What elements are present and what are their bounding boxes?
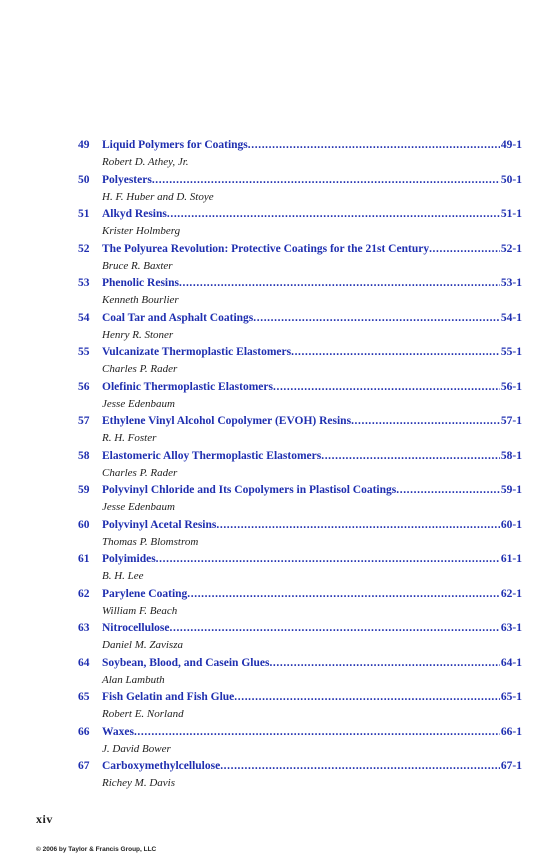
toc-entry: [78, 517, 522, 552]
chapter-number: 63: [78, 622, 90, 634]
toc-entry-link[interactable]: [78, 379, 522, 396]
chapter-title[interactable]: Vulcanizate Thermoplastic Elastomers: [102, 346, 292, 358]
toc-entry-link[interactable]: [78, 655, 522, 672]
toc-entry-link[interactable]: [78, 344, 522, 361]
toc-entry: [78, 206, 522, 241]
dot-leader: [179, 275, 500, 292]
dot-leader: [291, 344, 500, 361]
chapter-author: Kenneth Bourlier: [102, 294, 179, 306]
dot-leader: [248, 137, 500, 154]
toc-entry: [78, 482, 522, 517]
chapter-title[interactable]: Liquid Polymers for Coatings: [102, 139, 248, 151]
chapter-number: 67: [78, 760, 90, 772]
toc-entry-link[interactable]: [78, 551, 522, 568]
toc-entry: [78, 586, 522, 621]
toc-entry: [78, 413, 522, 448]
chapter-title[interactable]: Waxes: [102, 725, 134, 738]
page-folio: xiv: [36, 812, 53, 826]
toc-entry: [78, 448, 522, 483]
chapter-author: Charles P. Rader: [102, 363, 178, 375]
chapter-number: 51: [78, 208, 90, 220]
toc-entry-link[interactable]: [78, 689, 522, 706]
chapter-author: Thomas P. Blomstrom: [102, 535, 199, 548]
chapter-number: 55: [78, 346, 90, 358]
chapter-page-number[interactable]: 63-1: [500, 622, 522, 634]
toc-entry: [78, 344, 522, 379]
dot-leader: [234, 689, 500, 706]
table-of-contents: [78, 137, 522, 793]
toc-entry-link[interactable]: [78, 413, 522, 430]
toc-entry-link[interactable]: [78, 310, 522, 327]
chapter-number: 50: [78, 173, 90, 186]
dot-leader: [273, 379, 500, 396]
chapter-page-number[interactable]: 50-1: [500, 173, 522, 186]
toc-entry: [78, 620, 522, 655]
chapter-page-number[interactable]: 54-1: [500, 311, 522, 324]
dot-leader: [156, 551, 500, 568]
chapter-number: 61: [78, 553, 90, 565]
chapter-page-number[interactable]: 67-1: [500, 760, 522, 772]
chapter-title[interactable]: The Polyurea Revolution: Protective Coatings for the 21st Century: [102, 242, 430, 255]
toc-entry: [78, 275, 522, 310]
chapter-author: Henry R. Stoner: [102, 328, 174, 341]
chapter-number: 58: [78, 449, 90, 462]
chapter-author: Robert E. Norland: [102, 708, 184, 720]
chapter-author: Krister Holmberg: [102, 225, 181, 237]
toc-entry-link[interactable]: [78, 517, 522, 534]
chapter-number: 60: [78, 518, 90, 531]
chapter-number: 54: [78, 311, 90, 324]
toc-entry: [78, 310, 522, 345]
dot-leader: [269, 655, 499, 672]
chapter-page-number[interactable]: 49-1: [500, 139, 522, 151]
chapter-title[interactable]: Soybean, Blood, and Casein Glues: [102, 656, 270, 669]
chapter-title[interactable]: Ethylene Vinyl Alcohol Copolymer (EVOH) Resins: [102, 415, 352, 427]
toc-entry-link[interactable]: [78, 586, 522, 603]
copyright-notice: © 2006 by Taylor & Francis Group, LLC: [36, 846, 157, 853]
chapter-author: Jesse Edenbaum: [102, 501, 176, 513]
chapter-title[interactable]: Phenolic Resins: [102, 277, 179, 289]
dot-leader: [170, 620, 500, 637]
chapter-page-number[interactable]: 66-1: [500, 725, 522, 738]
toc-entry-link[interactable]: [78, 448, 522, 465]
chapter-page-number[interactable]: 55-1: [500, 346, 522, 358]
chapter-page-number[interactable]: 60-1: [500, 518, 522, 531]
toc-entry-link[interactable]: [78, 137, 522, 154]
chapter-page-number[interactable]: 62-1: [500, 587, 522, 600]
toc-entry: [78, 172, 522, 207]
toc-entry-link[interactable]: [78, 724, 522, 741]
chapter-author: Richey M. Davis: [102, 777, 175, 789]
toc-entry: [78, 724, 522, 759]
chapter-number: 53: [78, 277, 90, 289]
chapter-title[interactable]: Fish Gelatin and Fish Glue: [102, 691, 235, 703]
dot-leader: [187, 586, 500, 603]
toc-entry: [78, 379, 522, 414]
chapter-title[interactable]: Olefinic Thermoplastic Elastomers: [102, 380, 273, 393]
chapter-number: 62: [78, 587, 90, 600]
dot-leader: [167, 206, 500, 223]
chapter-page-number[interactable]: 52-1: [500, 242, 522, 255]
chapter-page-number[interactable]: 64-1: [500, 656, 522, 669]
chapter-page-number[interactable]: 56-1: [500, 380, 522, 393]
toc-entry-link[interactable]: [78, 206, 522, 223]
chapter-author: William F. Beach: [102, 604, 178, 617]
toc-entry: [78, 689, 522, 724]
dot-leader: [321, 448, 500, 465]
chapter-page-number[interactable]: 59-1: [500, 484, 522, 496]
chapter-number: 49: [78, 139, 90, 151]
dot-leader: [134, 724, 500, 741]
chapter-number: 59: [78, 484, 90, 496]
chapter-author: J. David Bower: [102, 742, 171, 755]
chapter-page-number[interactable]: 65-1: [500, 691, 522, 703]
dot-leader: [220, 758, 500, 775]
chapter-author: Daniel M. Zavisza: [102, 639, 183, 651]
chapter-author: Robert D. Athey, Jr.: [102, 156, 189, 168]
chapter-title[interactable]: Polyesters: [102, 173, 152, 186]
chapter-number: 64: [78, 656, 90, 669]
chapter-number: 57: [78, 415, 90, 427]
chapter-author: Alan Lambuth: [102, 673, 165, 686]
chapter-author: R. H. Foster: [102, 432, 157, 444]
chapter-title[interactable]: Parylene Coating: [102, 587, 188, 600]
chapter-title[interactable]: Polyvinyl Chloride and Its Copolymers in Plastisol Coatings: [102, 484, 397, 496]
chapter-page-number[interactable]: 57-1: [500, 415, 522, 427]
dot-leader: [429, 241, 500, 258]
toc-entry: [78, 551, 522, 586]
chapter-title[interactable]: Elastomeric Alloy Thermoplastic Elastomers: [102, 449, 322, 462]
toc-entry: [78, 137, 522, 172]
chapter-number: 56: [78, 380, 90, 393]
chapter-title[interactable]: Polyimides: [102, 553, 156, 565]
chapter-author: Charles P. Rader: [102, 466, 178, 479]
chapter-title[interactable]: Nitrocellulose: [102, 622, 170, 634]
chapter-page-number[interactable]: 58-1: [500, 449, 522, 462]
chapter-page-number[interactable]: 51-1: [500, 208, 522, 220]
dot-leader: [396, 482, 500, 499]
dot-leader: [351, 413, 500, 430]
chapter-page-number[interactable]: 53-1: [500, 277, 522, 289]
chapter-title[interactable]: Alkyd Resins: [102, 208, 167, 220]
toc-entry-link[interactable]: [78, 620, 522, 637]
chapter-number: 65: [78, 691, 90, 703]
chapter-number: 52: [78, 242, 90, 255]
toc-entry-link[interactable]: [78, 758, 522, 775]
chapter-title[interactable]: Carboxymethylcellulose: [102, 760, 221, 772]
toc-entry-link[interactable]: [78, 275, 522, 292]
toc-entry: [78, 758, 522, 793]
chapter-author: B. H. Lee: [102, 570, 144, 582]
dot-leader: [152, 172, 500, 189]
chapter-author: Bruce R. Baxter: [102, 259, 173, 272]
chapter-title[interactable]: Coal Tar and Asphalt Coatings: [102, 311, 254, 324]
toc-entry-link[interactable]: [78, 172, 522, 189]
chapter-author: H. F. Huber and D. Stoye: [102, 190, 214, 203]
toc-entry-link[interactable]: [78, 241, 522, 258]
chapter-page-number[interactable]: 61-1: [500, 553, 522, 565]
chapter-author: Jesse Edenbaum: [102, 397, 176, 410]
dot-leader: [253, 310, 500, 327]
toc-entry: [78, 655, 522, 690]
toc-entry: [78, 241, 522, 276]
chapter-number: 66: [78, 725, 90, 738]
dot-leader: [216, 517, 500, 534]
chapter-title[interactable]: Polyvinyl Acetal Resins: [102, 518, 217, 531]
toc-entry-link[interactable]: [78, 482, 522, 499]
